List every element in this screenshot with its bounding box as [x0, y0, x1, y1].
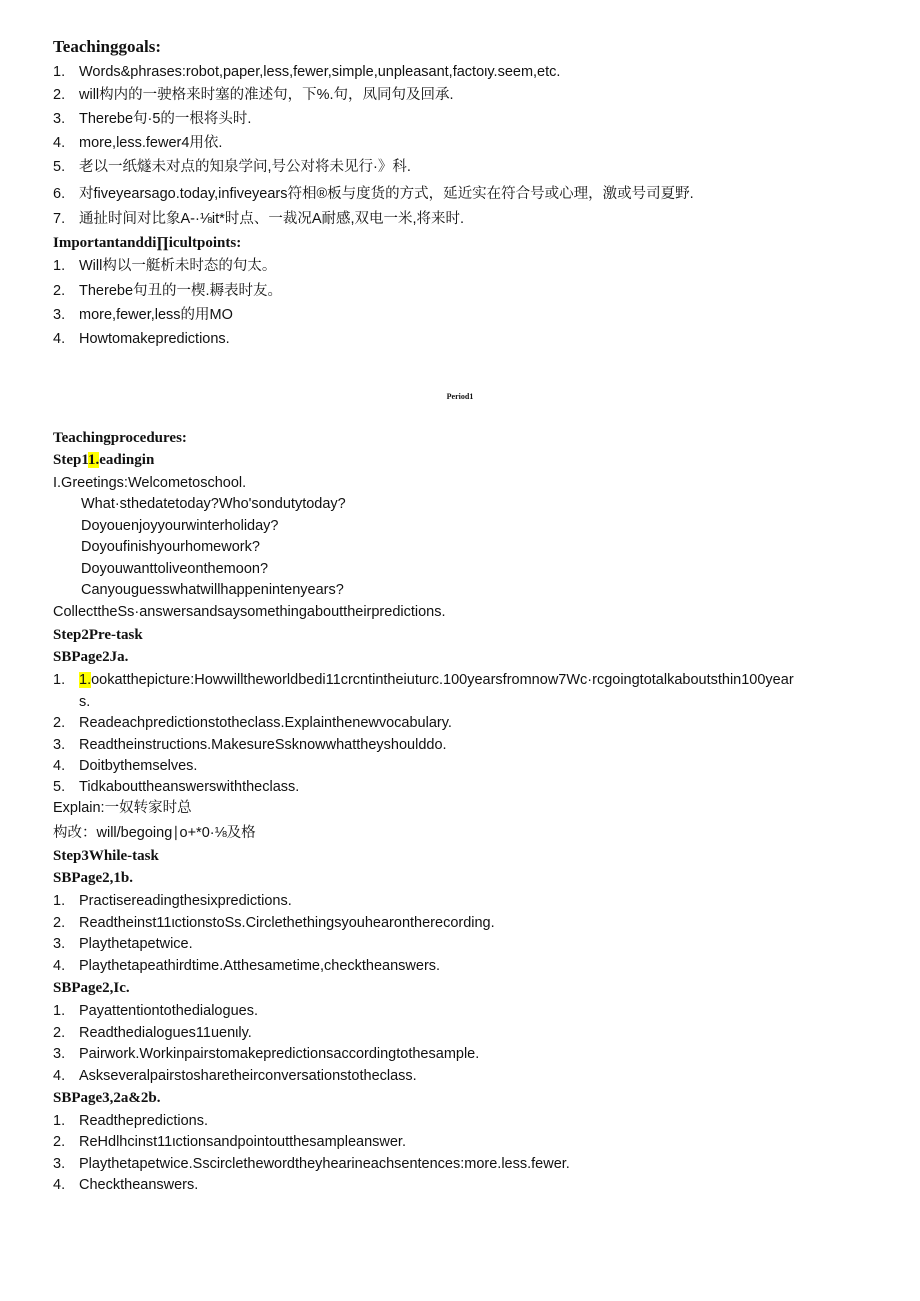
explain-line: Explain:一奴转家时总 — [53, 800, 192, 816]
step3-item — [53, 1045, 479, 1063]
step3-item-text: Readthedialogues11uenιly. — [79, 1025, 252, 1041]
step3-item-text: Practisereadingthesixpredictions. — [79, 893, 292, 909]
goal-text: 老以一纸燧未对点的知泉学问,号公对将未见行·》科. — [79, 159, 411, 175]
step3-item — [53, 1176, 198, 1194]
step3-item-number: 2. — [53, 1025, 66, 1041]
step2-item — [53, 778, 299, 796]
step3-item-number: 4. — [53, 1068, 66, 1084]
step3-item — [53, 1112, 208, 1130]
goal-number: 3. — [53, 111, 66, 127]
goal-number: 7. — [53, 211, 66, 227]
goal-text: more,less.fewer4用依. — [79, 135, 223, 151]
step2-item — [53, 757, 197, 775]
key-point-text: more,fewer,less的用MO — [79, 307, 233, 323]
greeting-question: Canyouguesswhatwillhappenintenyears? — [81, 582, 344, 598]
step3-item-text: ReHdlhcinst11ιctionsandpointoutthesampleanswer. — [79, 1134, 406, 1150]
teaching-goals-heading: Teachinggoals: — [53, 37, 162, 56]
greeting-question: What·sthedatetoday?Who'sondutytoday? — [81, 496, 346, 512]
step2-item-text: Tidkabouttheanswerswiththeclass. — [79, 779, 300, 795]
step3-item — [53, 1024, 252, 1042]
step3-item-text: Playthetapetwice.Sscirclethewordtheyhearineachsentences:more.less.fewer. — [79, 1156, 570, 1172]
step2-item-highlight: 1. — [79, 672, 92, 688]
key-point-text: Howtomakepredictions. — [79, 331, 230, 347]
step3-item-number: 4. — [53, 1177, 66, 1193]
step3-item-text: Playthetapetwice. — [79, 936, 193, 952]
step3-item-number: 1. — [53, 893, 66, 909]
step3-item — [53, 957, 440, 975]
goal-item — [53, 110, 251, 128]
greeting-question: Doyouenjoyyourwinterholiday? — [81, 518, 279, 534]
step3-item-text: Askseveralpairstosharetheirconversationstotheclass. — [79, 1068, 417, 1084]
key-point-text: Will构以一艇析未时态的句太。 — [79, 258, 277, 274]
step2-item — [53, 671, 794, 689]
key-point-item — [53, 306, 233, 324]
step2-item-continuation: s. — [79, 694, 91, 710]
goal-text: 通扯时间对比象A-·⅛it*时点、一裁况A耐感,双电一米,将来时. — [79, 211, 465, 227]
step3-sub-heading-1: SBPage2,1b. — [53, 870, 134, 886]
step2-item-number: 2. — [53, 715, 66, 731]
goal-item — [53, 63, 560, 81]
step2-item-text: Readtheinstructions.MakesureSsknowwhattheyshoulddo. — [79, 737, 447, 753]
step3-heading: Step3While-task — [53, 848, 159, 864]
goal-number: 5. — [53, 159, 66, 175]
step3-item — [53, 1067, 417, 1085]
step2-heading: Step2Pre-task — [53, 627, 143, 643]
key-point-item — [53, 257, 276, 275]
step1-heading-highlight: 1. — [88, 452, 100, 468]
structure-line: 构改：will/begoing∣o+*0·⅛及格 — [53, 825, 256, 841]
goal-item — [53, 185, 694, 203]
step3-item-text: Readthepredictions. — [79, 1113, 208, 1129]
step2-item-number: 4. — [53, 758, 66, 774]
key-point-item — [53, 330, 230, 348]
step3-item-text: Readtheinst11ιctionstoSs.Circlethethingsyouhearontherecording. — [79, 915, 495, 931]
step3-item-number: 2. — [53, 915, 66, 931]
goal-item — [53, 210, 464, 228]
step3-item-text: Playthetapeathirdtime.Atthesametime,checktheanswers. — [79, 958, 441, 974]
goal-number: 6. — [53, 186, 66, 202]
step2-sub-heading: SBPage2Ja. — [53, 649, 129, 665]
step2-item-number: 1. — [53, 672, 66, 688]
greeting-question: Doyouwanttoliveonthemoon? — [81, 561, 269, 577]
step1-heading — [53, 451, 154, 469]
step3-item-text: Pairwork.Workinpairstomakepredictionsaccordingtothesample. — [79, 1046, 480, 1062]
key-point-number: 2. — [53, 283, 66, 299]
step3-item — [53, 914, 495, 932]
goal-text: Words&phrases:robot,paper,less,fewer,simple,unpleasant,factoιy.seem,etc. — [79, 64, 561, 80]
step2-item-text: Readeachpredictionstotheclass.Explainthenewvocabulary. — [79, 715, 452, 731]
step2-item-number: 5. — [53, 779, 66, 795]
step3-item-text: Checktheanswers. — [79, 1177, 199, 1193]
step2-item-text: ookatthepicture:Howwilltheworldbedi11crcntintheiuturc.100yearsfromnow7Wc·rcgoingtotalkaboutsthin100year — [91, 672, 794, 688]
step3-item — [53, 1155, 570, 1173]
goal-number: 4. — [53, 135, 66, 151]
step3-item-text: Payattentiontothedialogues. — [79, 1003, 258, 1019]
step1-heading-suffix: eadingin — [99, 452, 155, 468]
procedures-heading: Teachingprocedures: — [53, 430, 187, 446]
step1-heading-prefix: Step1 — [53, 452, 89, 468]
step3-item-number: 4. — [53, 958, 66, 974]
goal-text: Therebe句·5的一根将头时. — [79, 111, 252, 127]
key-point-item — [53, 282, 282, 300]
key-point-number: 3. — [53, 307, 66, 323]
step3-sub-heading-3: SBPage3,2a&2b. — [53, 1090, 161, 1106]
step3-item — [53, 1002, 258, 1020]
goal-item — [53, 134, 222, 152]
step2-item — [53, 736, 447, 754]
goal-text: will构内的一驶格来时塞的准述句，下%.句，凤同句及回承. — [79, 87, 454, 103]
step3-item — [53, 935, 193, 953]
step3-item-number: 1. — [53, 1113, 66, 1129]
step3-sub-heading-2: SBPage2,Ic. — [53, 980, 130, 996]
step3-item-number: 2. — [53, 1134, 66, 1150]
step3-item-number: 3. — [53, 1156, 66, 1172]
greeting-question: Doyoufinishyourhomework? — [81, 539, 260, 555]
key-point-number: 1. — [53, 258, 66, 274]
key-point-text: Therebe句丑的一楔.耨表时友。 — [79, 283, 283, 299]
step2-item-text: Doitbythemselves. — [79, 758, 198, 774]
goal-text: 对fiveyearsago.today,infiveyears符相®板与度货的方式，延近实在符合号或心理，激或号司夏野. — [79, 186, 694, 202]
step2-item-number: 3. — [53, 737, 66, 753]
greetings-line: I.Greetings:Welcometoschool. — [53, 475, 247, 491]
period-title: Period1 — [446, 392, 474, 401]
key-point-number: 4. — [53, 331, 66, 347]
goal-item — [53, 158, 411, 176]
key-points-heading: Importantanddi∏icultpoints: — [53, 235, 242, 251]
step3-item-number: 3. — [53, 1046, 66, 1062]
step3-item-number: 1. — [53, 1003, 66, 1019]
goal-number: 2. — [53, 87, 66, 103]
step3-item — [53, 892, 292, 910]
step2-item — [53, 714, 452, 732]
goal-item — [53, 86, 454, 104]
goal-number: 1. — [53, 64, 66, 80]
collect-line: CollecttheSs·answersandsaysomethingabouttheirpredictions. — [53, 604, 446, 620]
step3-item-number: 3. — [53, 936, 66, 952]
step3-item — [53, 1133, 406, 1151]
